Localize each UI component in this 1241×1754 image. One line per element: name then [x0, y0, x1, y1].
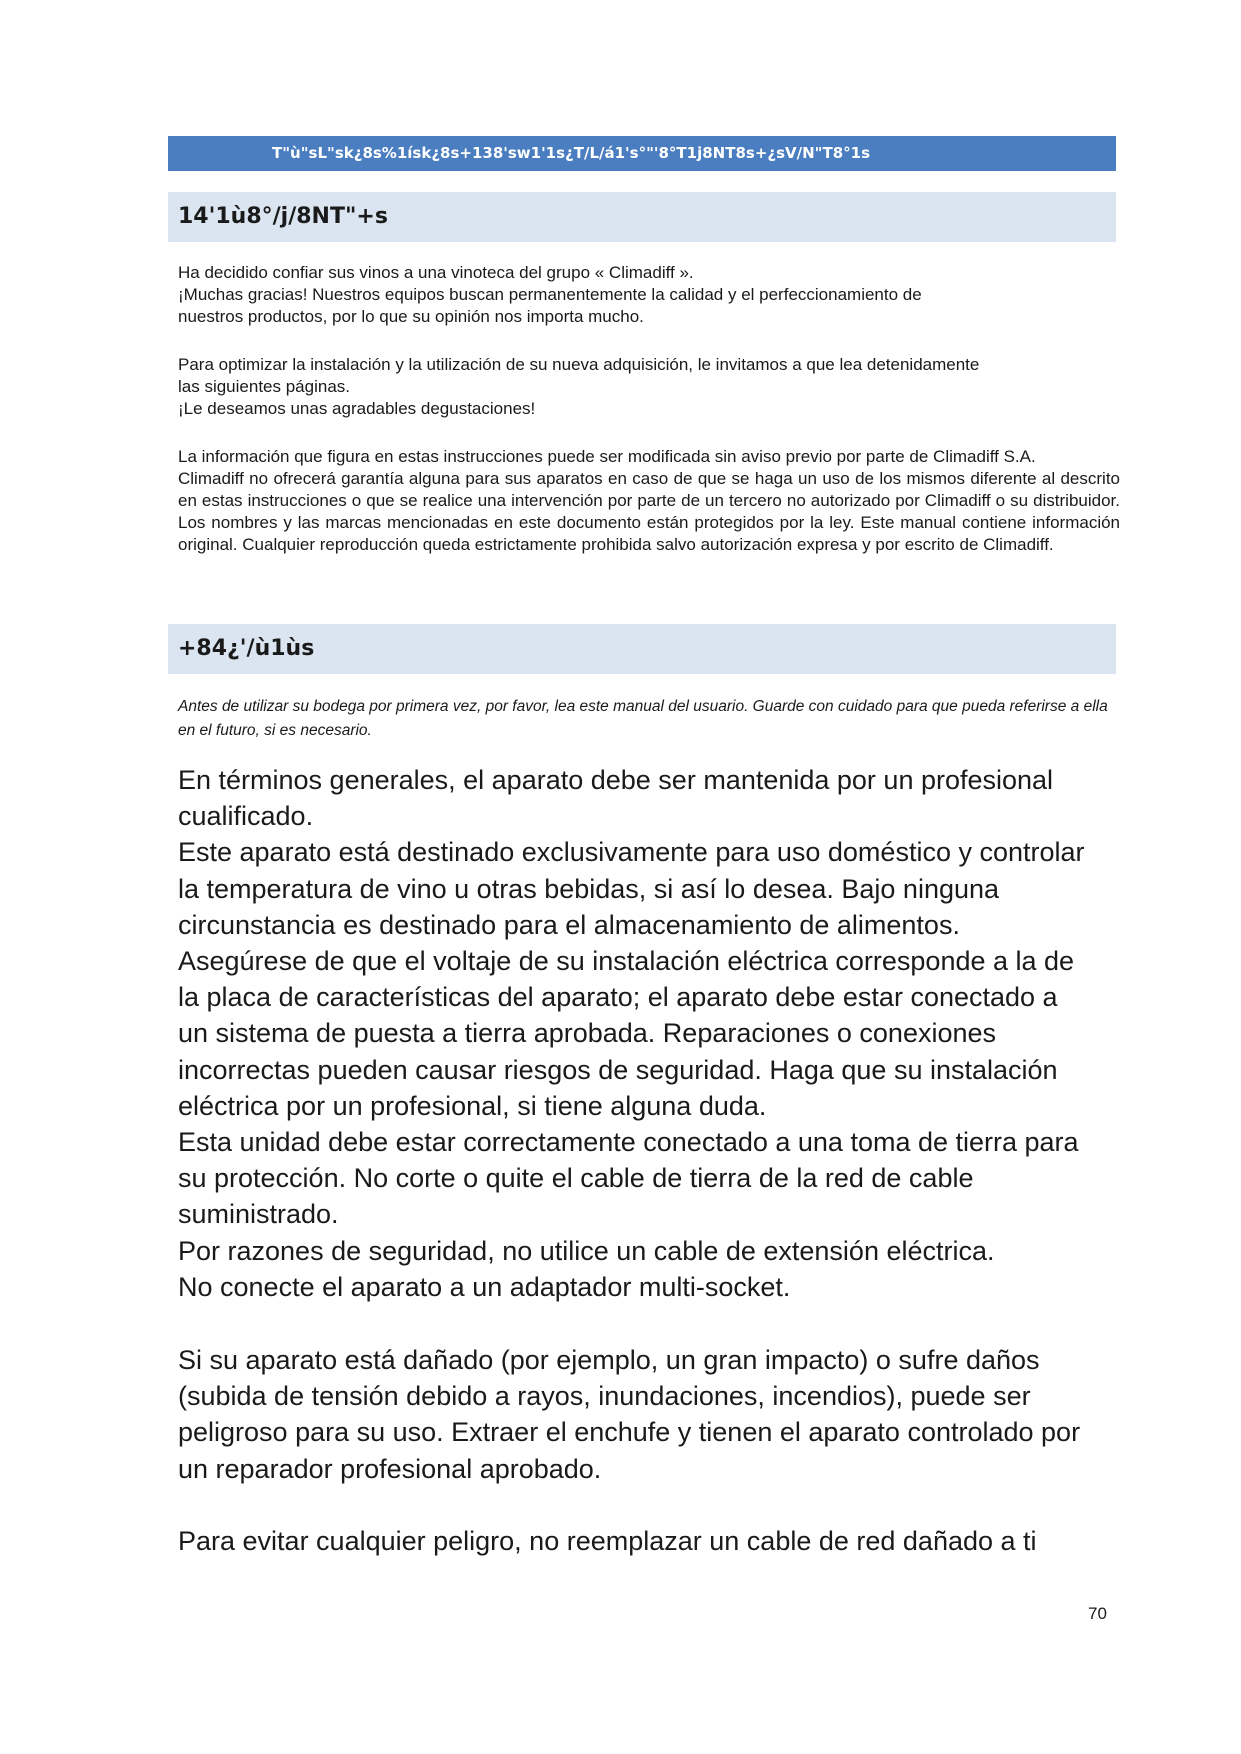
header-banner-text: T"ù"sL"sk¿8s%1ísk¿8s+138'sw1'1s¿T/L/á1's°"'8°T1j8NT8s+¿sV/N"T8°1s: [272, 144, 871, 162]
text-line: Si su aparato está dañado (por ejemplo, un gran impacto) o sufre daños: [178, 1345, 1040, 1375]
text-line: la temperatura de vino u otras bebidas, si así lo desea. Bajo ninguna: [178, 873, 1000, 904]
text-line: Por razones de seguridad, no utilice un cable de extensión eléctrica.: [178, 1235, 995, 1266]
section-title: 14'1ù8°/j/8NT"+s: [178, 204, 388, 229]
intro-italic-note: Antes de utilizar su bodega por primera vez, por favor, lea este manual del usuario. Guarde con cuidado para que pueda referirse a ella en el futuro, si es necesario.: [178, 698, 1108, 739]
text-line: No conecte el aparato a un adaptador multi-socket.: [178, 1271, 791, 1302]
text-line: la placa de características del aparato; el aparato debe estar conectado a: [178, 982, 1058, 1013]
text-line: ¡Le deseamos unas agradables degustaciones!: [178, 399, 536, 418]
intro-paragraph: [178, 262, 1120, 328]
text-line: circunstancia es destinado para el almacenamiento de alimentos.: [178, 909, 960, 940]
section-title-bar: [168, 624, 1116, 674]
page-number: 70: [1088, 1604, 1107, 1623]
legal-disclaimer: Climadiff no ofrecerá garantía alguna para sus aparatos en caso de que se haga un uso de los mismos diferente al descrito en estas instrucciones o que se realice una intervención por parte de un tercero no autorizado por Climadiff o su distribuidor. Los nombres y las marcas mencionadas en este documento están protegidos por la ley. Este manual contiene información original. Cualquier reproducción queda estrictamente prohibida salvo autorización expresa y por escrito de Climadiff.: [178, 469, 1120, 554]
cable-warning: [178, 1523, 1120, 1559]
optimize-paragraph: [178, 354, 1120, 420]
text-line: Ha decidido confiar sus vinos a una vinoteca del grupo « Climadiff ».: [178, 263, 694, 282]
text-line: peligroso para su uso. Extraer el enchufe y tienen el aparato controlado por: [178, 1417, 1081, 1448]
section-title-bar: [168, 192, 1116, 242]
legal-paragraph: [178, 446, 1120, 556]
text-line: Asegúrese de que el voltaje de su instalación eléctrica corresponde a la de: [178, 946, 1075, 977]
damage-warning: [178, 1342, 1120, 1487]
text-line: su protección. No corte o quite el cable de tierra de la red de cable: [178, 1163, 974, 1194]
text-line: En términos generales, el aparato debe ser mantenida por un profesional: [178, 765, 1054, 795]
text-line: nuestros productos, por lo que su opinión nos importa mucho.: [178, 307, 644, 326]
section-title: +84¿'/ù1ùs: [178, 636, 315, 661]
safety-instructions: [178, 762, 1120, 1305]
text-line: un reparador profesional aprobado.: [178, 1453, 602, 1484]
text-line: Este aparato está destinado exclusivamente para uso doméstico y controlar: [178, 837, 1085, 868]
text-line: Para optimizar la instalación y la utilización de su nueva adquisición, le invitamos a que lea detenidamente: [178, 355, 980, 374]
legal-notice: La información que figura en estas instrucciones puede ser modificada sin aviso previo por parte de Climadiff S.A.: [178, 447, 1036, 466]
text-line: Esta unidad debe estar correctamente conectado a una toma de tierra para: [178, 1127, 1079, 1158]
text-line: incorrectas pueden causar riesgos de seguridad. Haga que su instalación: [178, 1054, 1058, 1085]
text-line: (subida de tensión debido a rayos, inundaciones, incendios), puede ser: [178, 1381, 1031, 1412]
header-banner: [168, 136, 1116, 171]
text-line: ¡Muchas gracias! Nuestros equipos buscan permanentemente la calidad y el perfeccionamiento de: [178, 285, 922, 304]
text-line: Para evitar cualquier peligro, no reemplazar un cable de red dañado a ti: [178, 1526, 1037, 1556]
text-line: las siguientes páginas.: [178, 377, 351, 396]
text-line: suministrado.: [178, 1199, 339, 1230]
text-line: un sistema de puesta a tierra aprobada. Reparaciones o conexiones: [178, 1018, 997, 1049]
text-line: eléctrica por un profesional, si tiene alguna duda.: [178, 1090, 767, 1121]
text-line: cualificado.: [178, 801, 314, 832]
